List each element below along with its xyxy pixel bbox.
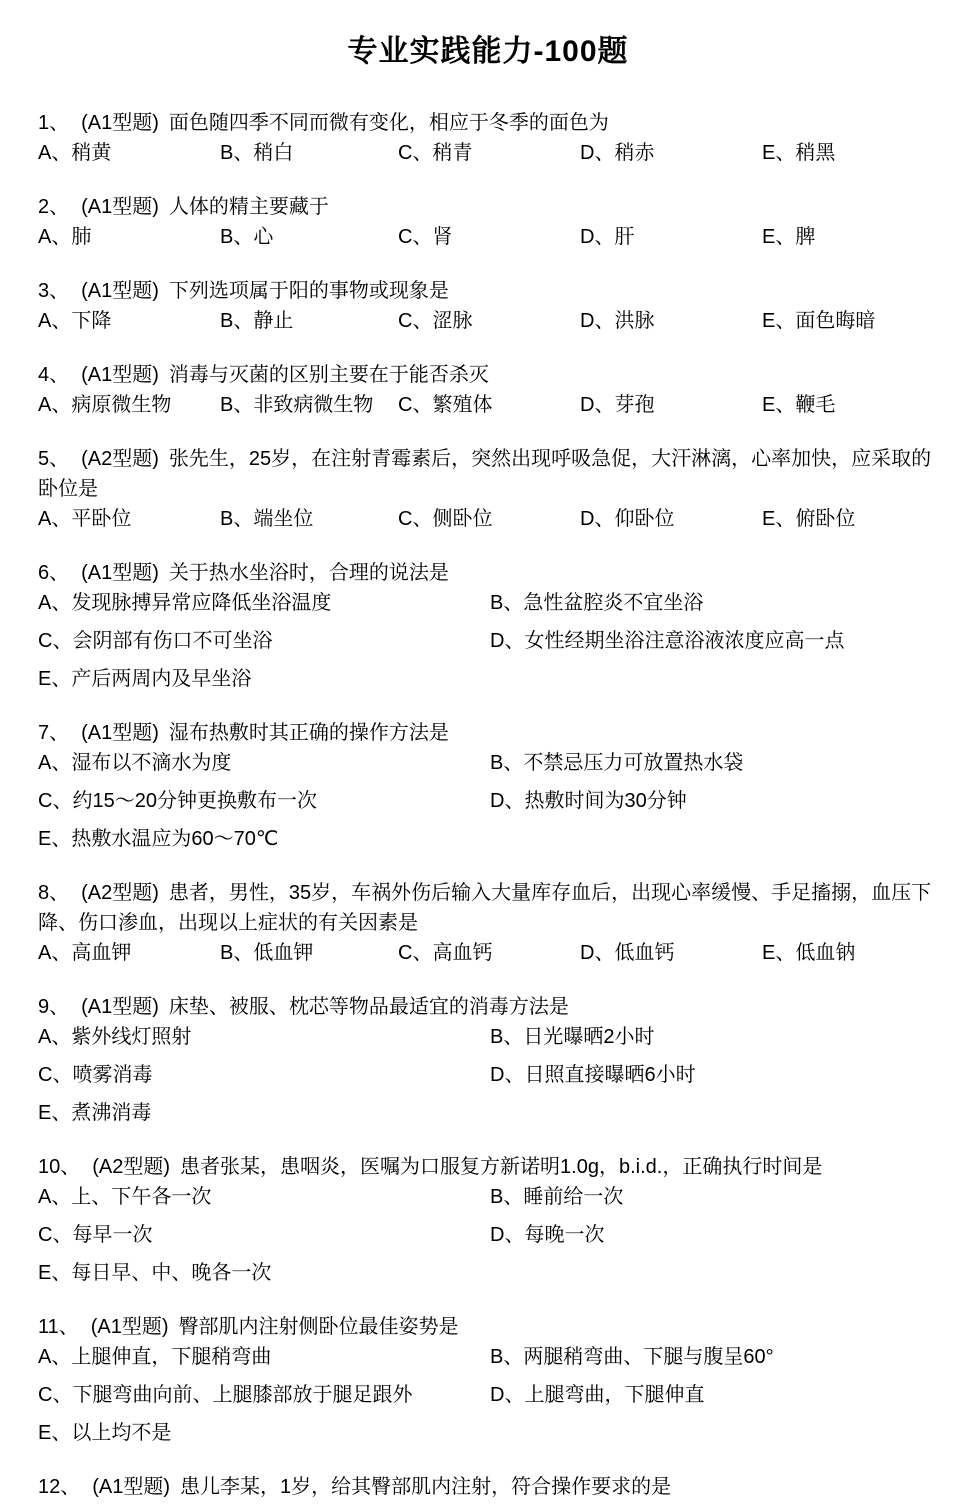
option-text: 急性盆腔炎不宜坐浴 <box>523 592 704 614</box>
option-item <box>762 938 938 968</box>
option-item <box>38 664 490 694</box>
option-item <box>580 938 762 968</box>
question-number: 9、 <box>38 996 70 1018</box>
question-stem <box>38 108 938 138</box>
option-label: E、 <box>38 1102 72 1124</box>
option-label: D、 <box>490 1064 525 1086</box>
option-text: 低血钠 <box>795 942 856 964</box>
question-stem <box>38 878 938 938</box>
option-item <box>580 390 762 420</box>
question-stem-text: 患者张某，患咽炎，医嘱为口服复方新诺明1.0g，b.i.d.，正确执行时间是 <box>180 1156 823 1178</box>
option-text: 稍白 <box>253 142 294 164</box>
option-label: C、 <box>398 942 433 964</box>
option-label: C、 <box>398 310 433 332</box>
option-label: D、 <box>580 310 615 332</box>
option-item <box>398 390 580 420</box>
option-text: 非致病微生物 <box>253 394 374 416</box>
option-label: B、 <box>490 1026 524 1048</box>
option-label: A、 <box>38 592 72 614</box>
option-label: E、 <box>762 310 796 332</box>
question-stem-text: 患者，男性，35岁，车祸外伤后输入大量库存血后，出现心率缓慢、手足搐搦，血压下降、伤口渗血，出现以上症状的有关因素是 <box>38 882 932 934</box>
option-item <box>490 1342 938 1372</box>
option-item <box>580 222 762 252</box>
option-text: 下腿弯曲向前、上腿膝部放于腿足跟外 <box>72 1384 413 1406</box>
option-label: C、 <box>38 1064 73 1086</box>
option-text: 上、下午各一次 <box>71 1186 212 1208</box>
question-stem-text: 张先生，25岁，在注射青霉素后，突然出现呼吸急促，大汗淋漓，心率加快，应采取的卧位是 <box>38 448 932 500</box>
option-label: C、 <box>398 394 433 416</box>
question-stem <box>38 1472 938 1502</box>
option-text: 发现脉搏异常应降低坐浴温度 <box>71 592 332 614</box>
option-item <box>38 390 220 420</box>
option-label: E、 <box>38 1422 72 1444</box>
option-label: D、 <box>580 942 615 964</box>
option-item <box>38 306 220 336</box>
option-label: C、 <box>398 226 433 248</box>
option-item <box>490 1022 938 1052</box>
question-number: 1、 <box>38 112 70 134</box>
question-item <box>38 718 938 854</box>
option-text: 每日早、中、晚各一次 <box>71 1262 272 1284</box>
option-item <box>38 1220 490 1250</box>
option-label: A、 <box>38 226 72 248</box>
question-stem-text: 关于热水坐浴时，合理的说法是 <box>168 562 449 584</box>
question-type-tag: (A1型题) <box>92 1476 171 1498</box>
option-text: 煮沸消毒 <box>71 1102 152 1124</box>
question-item <box>38 992 938 1128</box>
option-label: B、 <box>220 226 254 248</box>
option-item <box>220 938 398 968</box>
option-text: 日照直接曝晒6小时 <box>524 1064 696 1086</box>
options-row <box>38 1022 938 1128</box>
option-text: 上腿伸直，下腿稍弯曲 <box>71 1346 272 1368</box>
question-stem-text: 人体的精主要藏于 <box>168 196 329 218</box>
option-label: D、 <box>490 790 525 812</box>
option-label: B、 <box>490 592 524 614</box>
option-item <box>38 588 490 618</box>
option-item <box>38 1380 490 1410</box>
option-text: 喷雾消毒 <box>72 1064 153 1086</box>
question-stem <box>38 1152 938 1182</box>
option-label: A、 <box>38 508 72 530</box>
option-item <box>38 1060 490 1090</box>
option-text: 端坐位 <box>253 508 314 530</box>
question-list <box>38 108 938 1502</box>
option-item <box>490 588 938 618</box>
question-stem <box>38 558 938 588</box>
option-text: 日光曝晒2小时 <box>523 1026 655 1048</box>
question-type-tag: (A1型题) <box>81 562 159 584</box>
question-item <box>38 1472 938 1502</box>
option-label: A、 <box>38 142 72 164</box>
option-label: A、 <box>38 752 72 774</box>
option-label: D、 <box>490 630 525 652</box>
option-item <box>38 1022 490 1052</box>
option-item <box>762 222 938 252</box>
option-label: C、 <box>38 1224 73 1246</box>
option-item <box>220 504 398 534</box>
option-text: 面色晦暗 <box>795 310 876 332</box>
option-label: C、 <box>38 790 73 812</box>
question-item <box>38 558 938 694</box>
option-label: E、 <box>762 226 796 248</box>
option-label: A、 <box>38 1346 72 1368</box>
option-text: 稍黄 <box>71 142 112 164</box>
option-item <box>580 504 762 534</box>
option-item <box>398 138 580 168</box>
option-text: 稍黑 <box>795 142 836 164</box>
option-text: 脾 <box>795 226 816 248</box>
option-text: 稍青 <box>432 142 473 164</box>
option-text: 产后两周内及早坐浴 <box>71 668 252 690</box>
option-text: 鞭毛 <box>795 394 836 416</box>
option-label: A、 <box>38 942 72 964</box>
option-label: B、 <box>220 142 254 164</box>
options-row <box>38 1182 938 1288</box>
question-item <box>38 108 938 168</box>
option-label: E、 <box>762 394 796 416</box>
option-item <box>398 504 580 534</box>
question-item <box>38 1152 938 1288</box>
option-item <box>38 1098 490 1128</box>
option-item <box>762 306 938 336</box>
question-type-tag: (A1型题) <box>81 112 159 134</box>
option-label: E、 <box>38 668 72 690</box>
option-text: 每晚一次 <box>524 1224 605 1246</box>
question-stem <box>38 444 938 504</box>
option-label: B、 <box>490 1346 524 1368</box>
option-text: 稍赤 <box>614 142 655 164</box>
option-text: 睡前给一次 <box>523 1186 624 1208</box>
option-text: 芽孢 <box>614 394 655 416</box>
options-row <box>38 748 938 854</box>
option-label: B、 <box>490 752 524 774</box>
option-text: 繁殖体 <box>432 394 493 416</box>
option-label: A、 <box>38 1026 72 1048</box>
option-text: 肝 <box>614 226 635 248</box>
option-label: C、 <box>398 508 433 530</box>
option-item <box>38 138 220 168</box>
option-item <box>220 138 398 168</box>
option-item <box>490 748 938 778</box>
option-text: 平卧位 <box>71 508 132 530</box>
option-item <box>762 390 938 420</box>
option-text: 俯卧位 <box>795 508 856 530</box>
options-row <box>38 588 938 694</box>
option-text: 每早一次 <box>72 1224 153 1246</box>
question-type-tag: (A1型题) <box>81 280 159 302</box>
question-type-tag: (A1型题) <box>81 722 159 744</box>
option-item <box>38 824 490 854</box>
option-item <box>490 786 938 816</box>
option-label: B、 <box>220 394 254 416</box>
option-text: 女性经期坐浴注意浴液浓度应高一点 <box>524 630 845 652</box>
option-label: A、 <box>38 1186 72 1208</box>
option-item <box>490 626 938 656</box>
option-text: 静止 <box>253 310 294 332</box>
option-item <box>580 138 762 168</box>
question-stem-text: 消毒与灭菌的区别主要在于能否杀灭 <box>168 364 489 386</box>
question-number: 7、 <box>38 722 70 744</box>
options-row <box>38 504 938 534</box>
option-text: 肾 <box>432 226 453 248</box>
question-type-tag: (A1型题) <box>81 364 159 386</box>
option-text: 上腿弯曲，下腿伸直 <box>524 1384 705 1406</box>
question-number: 6、 <box>38 562 70 584</box>
question-type-tag: (A2型题) <box>81 882 159 904</box>
option-text: 仰卧位 <box>614 508 675 530</box>
question-item <box>38 360 938 420</box>
option-text: 会阴部有伤口不可坐浴 <box>72 630 273 652</box>
question-type-tag: (A1型题) <box>81 196 159 218</box>
question-number: 3、 <box>38 280 70 302</box>
option-item <box>490 1380 938 1410</box>
option-item <box>38 504 220 534</box>
option-item <box>220 306 398 336</box>
question-stem <box>38 192 938 222</box>
question-stem-text: 下列选项属于阳的事物或现象是 <box>168 280 449 302</box>
question-stem <box>38 276 938 306</box>
option-item <box>38 1182 490 1212</box>
option-text: 低血钙 <box>614 942 675 964</box>
options-row <box>38 390 938 420</box>
option-label: E、 <box>762 508 796 530</box>
option-item <box>38 786 490 816</box>
option-text: 侧卧位 <box>432 508 493 530</box>
option-item <box>490 1060 938 1090</box>
page-title: 专业实践能力-100题 <box>347 35 629 68</box>
option-text: 洪脉 <box>614 310 655 332</box>
option-label: E、 <box>762 942 796 964</box>
question-stem <box>38 992 938 1022</box>
question-item <box>38 192 938 252</box>
option-text: 湿布以不滴水为度 <box>71 752 232 774</box>
option-text: 高血钙 <box>432 942 493 964</box>
option-item <box>762 504 938 534</box>
option-item <box>398 306 580 336</box>
option-text: 以上均不是 <box>71 1422 172 1444</box>
option-item <box>220 390 398 420</box>
option-item <box>38 1258 490 1288</box>
option-label: C、 <box>38 1384 73 1406</box>
option-item <box>762 138 938 168</box>
option-label: D、 <box>490 1384 525 1406</box>
question-stem-text: 床垫、被服、枕芯等物品最适宜的消毒方法是 <box>168 996 569 1018</box>
option-label: B、 <box>490 1186 524 1208</box>
option-label: E、 <box>38 1262 72 1284</box>
option-item <box>220 222 398 252</box>
option-label: D、 <box>580 508 615 530</box>
option-label: D、 <box>490 1224 525 1246</box>
options-row <box>38 222 938 252</box>
option-label: D、 <box>580 142 615 164</box>
question-number: 4、 <box>38 364 70 386</box>
options-row <box>38 1342 938 1448</box>
option-label: B、 <box>220 508 254 530</box>
option-label: C、 <box>398 142 433 164</box>
option-item <box>490 1182 938 1212</box>
question-item <box>38 1312 938 1448</box>
question-number: 5、 <box>38 448 70 470</box>
question-number: 11、 <box>38 1316 79 1338</box>
question-item <box>38 444 938 534</box>
option-item <box>38 1342 490 1372</box>
question-number: 2、 <box>38 196 70 218</box>
options-row <box>38 938 938 968</box>
option-label: B、 <box>220 942 254 964</box>
option-label: D、 <box>580 394 615 416</box>
option-item <box>38 222 220 252</box>
option-text: 两腿稍弯曲、下腿与腹呈60° <box>523 1346 774 1368</box>
question-number: 12、 <box>38 1476 81 1498</box>
option-text: 肺 <box>71 226 92 248</box>
option-label: A、 <box>38 394 72 416</box>
options-row <box>38 306 938 336</box>
option-label: E、 <box>38 828 72 850</box>
question-stem-text: 患儿李某，1岁，给其臀部肌内注射，符合操作要求的是 <box>180 1476 672 1498</box>
option-text: 下降 <box>71 310 112 332</box>
option-text: 约15～20分钟更换敷布一次 <box>72 790 317 812</box>
option-label: B、 <box>220 310 254 332</box>
option-text: 热敷水温应为60～70℃ <box>71 828 279 850</box>
option-label: E、 <box>762 142 796 164</box>
question-type-tag: (A2型题) <box>92 1156 171 1178</box>
option-item <box>398 938 580 968</box>
question-stem <box>38 360 938 390</box>
question-stem-text: 面色随四季不同而微有变化，相应于冬季的面色为 <box>168 112 609 134</box>
option-text: 高血钾 <box>71 942 132 964</box>
question-stem <box>38 1312 938 1342</box>
option-item <box>38 626 490 656</box>
option-item <box>38 938 220 968</box>
question-type-tag: (A1型题) <box>81 996 159 1018</box>
option-label: D、 <box>580 226 615 248</box>
question-stem <box>38 718 938 748</box>
option-item <box>490 1220 938 1250</box>
option-text: 病原微生物 <box>71 394 172 416</box>
option-text: 心 <box>253 226 274 248</box>
options-row <box>38 138 938 168</box>
option-label: C、 <box>38 630 73 652</box>
option-item <box>398 222 580 252</box>
question-item <box>38 276 938 336</box>
question-number: 10、 <box>38 1156 81 1178</box>
option-text: 涩脉 <box>432 310 473 332</box>
option-item <box>38 748 490 778</box>
question-number: 8、 <box>38 882 70 904</box>
option-text: 低血钾 <box>253 942 314 964</box>
question-item <box>38 878 938 968</box>
option-label: A、 <box>38 310 72 332</box>
option-item <box>38 1418 490 1448</box>
question-stem-text: 湿布热敷时其正确的操作方法是 <box>168 722 449 744</box>
option-text: 热敷时间为30分钟 <box>524 790 687 812</box>
question-type-tag: (A2型题) <box>81 448 159 470</box>
option-text: 不禁忌压力可放置热水袋 <box>523 752 744 774</box>
option-item <box>580 306 762 336</box>
question-type-tag: (A1型题) <box>90 1316 169 1338</box>
option-text: 紫外线灯照射 <box>71 1026 192 1048</box>
question-stem-text: 臀部肌内注射侧卧位最佳姿势是 <box>178 1316 459 1338</box>
